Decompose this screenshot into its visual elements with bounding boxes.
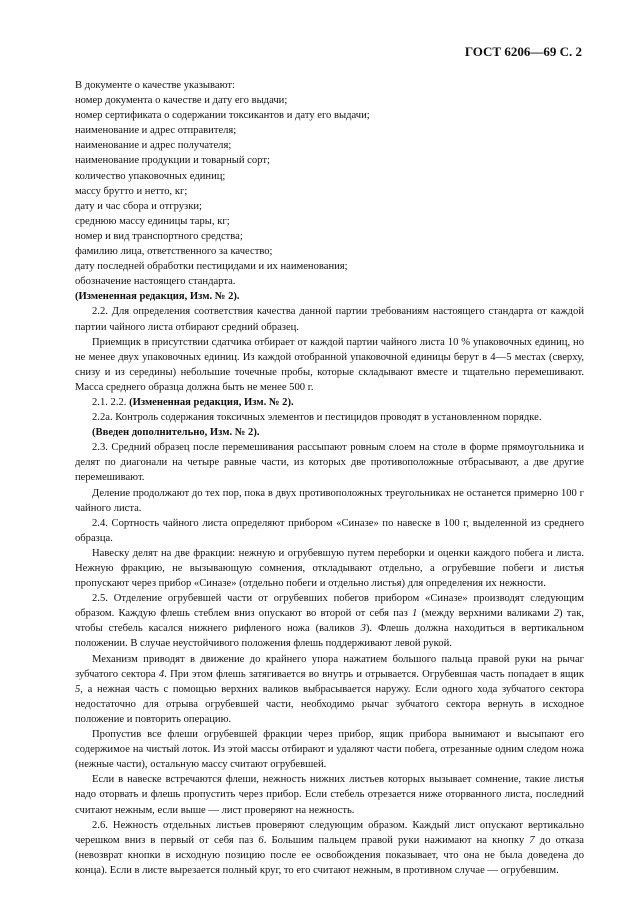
ref-number: 4: [158, 668, 165, 680]
list-item: среднюю массу единицы тары, кг;: [75, 215, 230, 227]
text-run: . При этом флешь затягивается во внутрь и отрывается. Огрубевшая часть попадает в ящик: [164, 668, 585, 680]
list-item: обозначение настоящего стандарта.: [75, 276, 236, 288]
ref-number: 2: [553, 608, 560, 620]
ref-number: 1: [412, 608, 418, 620]
list-item: наименование и адрес получателя;: [75, 140, 232, 152]
text-run: Механизм приводят в движение до крайнего упора нажатием большого пальца правой руки на рычаг зубчатого сектора: [75, 653, 584, 680]
clause-2-6: [75, 818, 584, 878]
clause-2-2-amendment: [75, 395, 584, 410]
amendment-prefix: 2.1. 2.2.: [92, 396, 130, 408]
text-run: , а нежная часть с помощью верхних валиков выбрасывается наружу. Если одного хода зубчатого сектора недостаточно для отрыва огрубевшей части, необходимо рычаг зубчатого сектора вернуть в исходное положение и повторить операцию.: [75, 683, 584, 725]
list-item: массу брутто и нетто, кг;: [75, 185, 188, 197]
ref-number: 6: [258, 834, 264, 846]
amendment-note: (Измененная редакция, Изм. № 2).: [75, 291, 240, 303]
clause-2-2-sampling: Приемщик в присутствии сдатчика отбирает от каждой партии чайного листа 10 % упаковочных единиц, но не менее двух упаковочных единиц. Из каждой отобранной упаковочной единицы берут в 4—5 местах (сверху, снизу и из середины) небольшие точечные пробы, которые складывают вместе и тщательно перемешивают. Масса среднего образца должна быть не менее 500 г.: [75, 336, 584, 393]
ref-number: 7: [529, 834, 535, 846]
list-item: наименование и адрес отправителя;: [75, 125, 237, 137]
clause-2-4: 2.4. Сортность чайного листа определяют прибором «Синазе» по навеске в 100 г, выделенной из среднего образца.: [75, 517, 584, 544]
list-intro: В документе о качестве указывают:: [75, 80, 235, 91]
amendment-note: (Измененная редакция, Изм. № 2).: [129, 396, 294, 408]
clause-2-3-division: Деление продолжают до тех пор, пока в двух противоположных треугольниках не останется примерно 100 г чайного листа.: [75, 487, 584, 514]
ref-number: 5: [75, 683, 81, 695]
text-run: (между верхними валиками: [417, 608, 554, 620]
list-item: наименование продукции и товарный сорт;: [75, 155, 270, 167]
text-run: 2.6. Нежность отдельных листьев проверяют следующим образом. Каждый лист опускают вертикально черешком вниз в первый от себя паз: [75, 819, 584, 846]
quality-document-list: [75, 78, 584, 304]
text-run: . Большим пальцем правой руки нажимают на кнопку: [263, 834, 530, 846]
clause-2-5-mechanism: [75, 652, 584, 727]
text-run: до отказа (невозврат кнопки в исходную позицию после ее освобождения показывает, что она не была доведена до конца). Если в листе вырезается полный круг, то его считают нежным, в противном случае — огрубевшим.: [75, 834, 584, 876]
list-item: дату последней обработки пестицидами и их наименования;: [75, 261, 348, 273]
text-run: 2.5. Отделение огрубевшей части от огрубевших побегов прибором «Синазе» производят следующим образом. Каждую флешь стеблем вниз опускают во второй от себя паз: [75, 593, 584, 620]
text-run: ) так, чтобы стебель касался нижнего рифленого ножа (валиков: [75, 608, 585, 635]
clause-2-2a: 2.2а. Контроль содержания токсичных элементов и пестицидов проводят в установленном порядке.: [92, 412, 542, 424]
document-body: [75, 78, 584, 878]
list-item: номер документа о качестве и дату его выдачи;: [75, 95, 288, 107]
page-header: ГОСТ 6206—69 С. 2: [464, 44, 582, 59]
clause-2-4-fractions: Навеску делят на две фракции: нежную и огрубевшую путем переборки и оценки каждого побега и листа. Нежную фракцию, не вызывающую сомнения, откладывают отдельно, а огрубевшие побеги и листья пропускают через прибор «Синазе» (отдельно побеги и отдельно листья) для определения их нежности.: [75, 547, 584, 590]
list-item: номер и вид транспортного средства;: [75, 230, 243, 242]
ref-number: 3: [360, 623, 366, 635]
list-item: количество упаковочных единиц;: [75, 170, 226, 182]
list-item: дату и час сбора и отгрузки;: [75, 200, 202, 212]
clause-2-2: 2.2. Для определения соответствия качества данной партии требованиям настоящего стандарта от каждой партии чайного листа отбирают средний образец.: [75, 306, 584, 333]
list-item: фамилию лица, ответственного за качество;: [75, 246, 273, 258]
list-item: номер сертификата о содержании токсикантов и дату его выдачи;: [75, 110, 370, 122]
clause-2-5-doubtful: Если в навеске встречаются флеши, нежность нижних листьев которых вызывает сомнение, такие листья надо оторвать и флешь пропустить через прибор. Если стебель отрезается ниже оторванного листа, последний считают нежным, если выше — лист проверяют на нежность.: [75, 774, 584, 816]
text-run: ). Флешь должна находиться в вертикальном положении. В случае неустойчивого положения флешь поддерживают левой рукой.: [75, 623, 584, 650]
clause-2-5-sorting: Пропустив все флеши огрубевшей фракции через прибор, ящик прибора вынимают и высыпают его содержимое на чистый лоток. Из этой массы отбирают и удаляют части побега, отрезанные одним следом ножа (нежные части), остальную массу считают огрубевшей.: [75, 729, 584, 771]
clause-2-3: 2.3. Средний образец после перемешивания рассыпают ровным слоем на столе в форме прямоугольника и делят по диагонали на четыре равные части, из которых две противоположные отбрасывают, а две другие перемешивают.: [75, 442, 584, 484]
clause-2-5: [75, 591, 584, 651]
addition-note: (Введен дополнительно, Изм. № 2).: [92, 427, 260, 439]
